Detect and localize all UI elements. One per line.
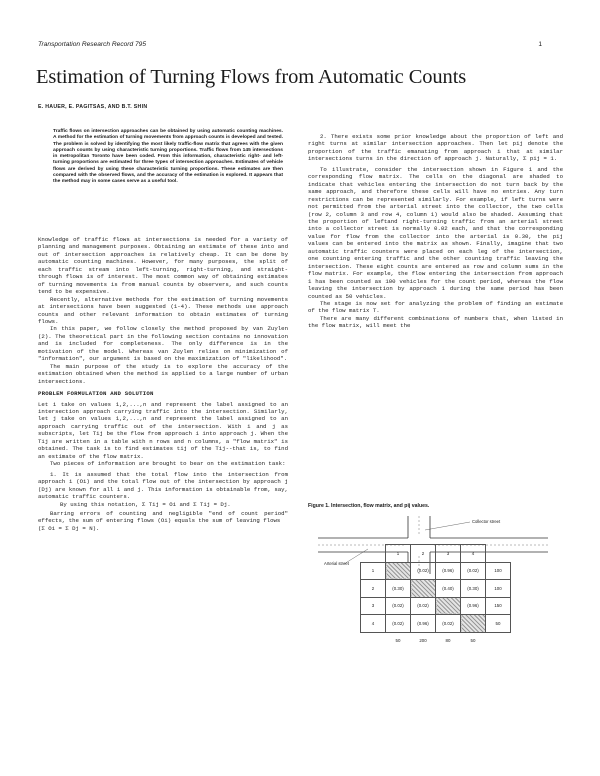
matrix-col-header: 3 [436, 545, 461, 563]
method-paragraph-1: Let i take on values 1,2,...,n and represent the label assigned to an intersection approach carrying traffic into the intersection. Similarly, let j take on values 1,2,...,n and represent the label assigned to an approach carrying traffic out of the intersection. With i and j as subscripts, let Tij be the flow from approach i into approach j. When the Tij are written in a table with n rows and n columns, a "flow matrix" is obtained. The task is to find estimates tij of the Tij--that is, to find an estimate of the flow matrix. [38, 400, 288, 460]
matrix-col-header: 2 [411, 545, 436, 563]
label-leader [425, 522, 470, 530]
total-flow-equation: (Σ Oi = Σ Dj = N). [38, 524, 100, 532]
illustration-paragraph: To illustrate, consider the intersection shown in Figure 1 and the corresponding flow matrix. The cells on the diagonal are shaded to indicate that vehicles entering the intersection do not turn back by the same approach, and therefore these cells will have no entries. Any turn restrictions can be represented similarly. For example, if left turns were not permitted from the arterial street into the collector, the two cells (row 2, column 3 and row 4, column 1) would also be shaded. Assuming that the proportion of leftand right-turning traffic from an arterial street into a collector street is normally 0.02 each, and that the corresponding value for flow from the collector into the arterial is 0.30, the pij values can be entered into the matrix as shown. Finally, imagine that two automatic traffic counters were placed on each leg of the intersection, one counting entering traffic and the other counting traffic leaving the intersection. These eight counts are entered as row and column sums in the flow matrix. For example, the flow entering the intersection from approach 1 has been counted as 100 vehicles for the count period, whereas the flow leaving the intersection by approach 1 during the same period has been counted as 50 vehicles. [308, 165, 563, 300]
matrix-row-label: 2 [361, 580, 386, 598]
matrix-col-sum: 50 [395, 638, 401, 644]
matrix-row-sum: 100 [486, 562, 511, 580]
intro-paragraph-4: The main purpose of the study is to explore the accuracy of the estimation obtained when the method is applied to a large number of urban intersections. [38, 362, 288, 385]
running-header [38, 41, 542, 48]
collector-street-label: Collector street [472, 519, 501, 524]
matrix-row-label: 4 [361, 615, 386, 633]
matrix-cell: (0.02) [411, 562, 436, 580]
intro-paragraph-1: Knowledge of traffic flows at intersections is needed for a variety of planning and management purposes. Obtaining an estimate of these into and out of intersection approaches is relatively cheap. It can be done by automatic counting machines. However, for many purposes, the split of each traffic stream into left-turning, right-turning, and straight-through flows is of interest. The most common way of obtaining estimates of turning movements is from manual counts by observers, and such counts tend to be expensive. [38, 236, 288, 296]
matrix-header-row [361, 545, 511, 563]
matrix-corner [361, 632, 386, 649]
matrix-col-sum-row [361, 632, 511, 649]
author-line: E. HAUER, E. PAGITSAS, AND B.T. SHIN [38, 104, 148, 110]
left-column [38, 236, 288, 532]
matrix-col-sum: 80 [445, 638, 451, 644]
matrix-col-header: 4 [461, 545, 486, 563]
matrix-row [361, 615, 511, 633]
matrix-cell: (0.30) [461, 580, 486, 598]
method-paragraph-3: Barring errors of counting and negligible "end of count period" effects, the sum of entering flows (Oi) equals the sum of leaving flows [38, 509, 288, 525]
arterial-street-label: Arterial street [324, 561, 349, 566]
flow-matrix [360, 544, 511, 649]
flow-sum-equation: By using this notation, Σ Tij = Oi and Σ Tij = Dj. [60, 501, 231, 509]
section-heading: PROBLEM FORMULATION AND SOLUTION [38, 390, 154, 398]
matrix-row-label: 3 [361, 597, 386, 615]
intro-paragraph-3: In this paper, we follow closely the method proposed by van Zuylen (2). The theoretical part in the following section contains no innovation and is included for completeness. The only difference is in the motivation of the model. Whereas van Zuylen relies on minimization of "information", our argument is based on the maximization of "likelihood". [38, 325, 288, 363]
matrix-cell: (0.96) [461, 597, 486, 615]
matrix-row-sum: 50 [486, 615, 511, 633]
matrix-row-label: 1 [361, 562, 386, 580]
matrix-corner [361, 545, 386, 563]
figure-caption: Figure 1. Intersection, flow matrix, and pij values. [308, 503, 430, 509]
matrix-cell: (0.40) [436, 580, 461, 598]
matrix-cell: (0.96) [411, 615, 436, 633]
matrix-row-sum: 100 [486, 580, 511, 598]
page-number: 1 [538, 41, 542, 48]
matrix-cell: (0.02) [386, 615, 411, 633]
matrix-row [361, 597, 511, 615]
assumption-1: 1. It is assumed that the total flow into the intersection from approach i (Oi) and the total flow out of the intersection by approach j (Dj) are known for all i and j. This information is obtainable from, say, automatic traffic counters. [38, 470, 288, 500]
journal-name: Transportation Research Record 795 [38, 41, 146, 48]
matrix-cell: (0.96) [436, 562, 461, 580]
matrix-cell: (0.02) [461, 562, 486, 580]
assumption-2: 2. There exists some prior knowledge about the proportion of left and right turns at similar intersection approaches. Then let pij denote the proportion of the traffic emanating from approach i that at similar intersections turns in the direction of approach j. Naturally, Σ pij = 1. [308, 133, 563, 163]
matrix-row [361, 562, 511, 580]
matrix-corner [486, 545, 511, 563]
combination-paragraph: There are many different combinations of numbers that, when listed in the flow matrix, will meet the [308, 314, 563, 330]
stage-paragraph: The stage is now set for analyzing the problem of finding an estimate of the flow matrix T. [308, 299, 563, 315]
matrix-col-sum: 200 [419, 638, 427, 644]
matrix-col-sum: 50 [470, 638, 476, 644]
abstract: Traffic flows on intersection approaches can be obtained by using automatic counting machines. A method for the estimation of turning movements from approach counts is developed and tested. The problem is solved by identifying the most likely traffic-flow matrix that agrees with the given approach counts by using characteristic turning proportions. Traffic flows from 145 intersections in metropolitan Toronto have been coded. From this information, characteristic right- and left-turning proportions are estimated for three types of intersection approaches. Estimates of vehicle flows are derived by using these characteristic turning proportions. These estimates are then compared with the observed flows, and the accuracy of the estimation is explored. It appears that the method may in some cases serve as a useful tool. [53, 129, 283, 184]
matrix-cell-diagonal [411, 580, 436, 598]
intro-paragraph-2: Recently, alternative methods for the estimation of turning movements at intersections have been suggested (1-4). These methods use approach counts and other relevant information to obtain estimates of turning flows. [38, 295, 288, 325]
matrix-col-header: 1 [386, 545, 411, 563]
matrix-cell: (0.02) [436, 615, 461, 633]
right-column [308, 133, 563, 330]
paper-title: Estimation of Turning Flows from Automatic Counts [36, 66, 467, 88]
matrix-cell-diagonal [386, 562, 411, 580]
matrix-corner [486, 632, 511, 649]
matrix-cell: (0.02) [386, 597, 411, 615]
matrix-row [361, 580, 511, 598]
matrix-cell-diagonal [461, 615, 486, 633]
matrix-row-sum: 150 [486, 597, 511, 615]
matrix-cell: (0.30) [386, 580, 411, 598]
method-paragraph-2: Two pieces of information are brought to bear on the estimation task: [50, 460, 286, 468]
matrix-cell: (0.02) [411, 597, 436, 615]
matrix-cell-diagonal [436, 597, 461, 615]
